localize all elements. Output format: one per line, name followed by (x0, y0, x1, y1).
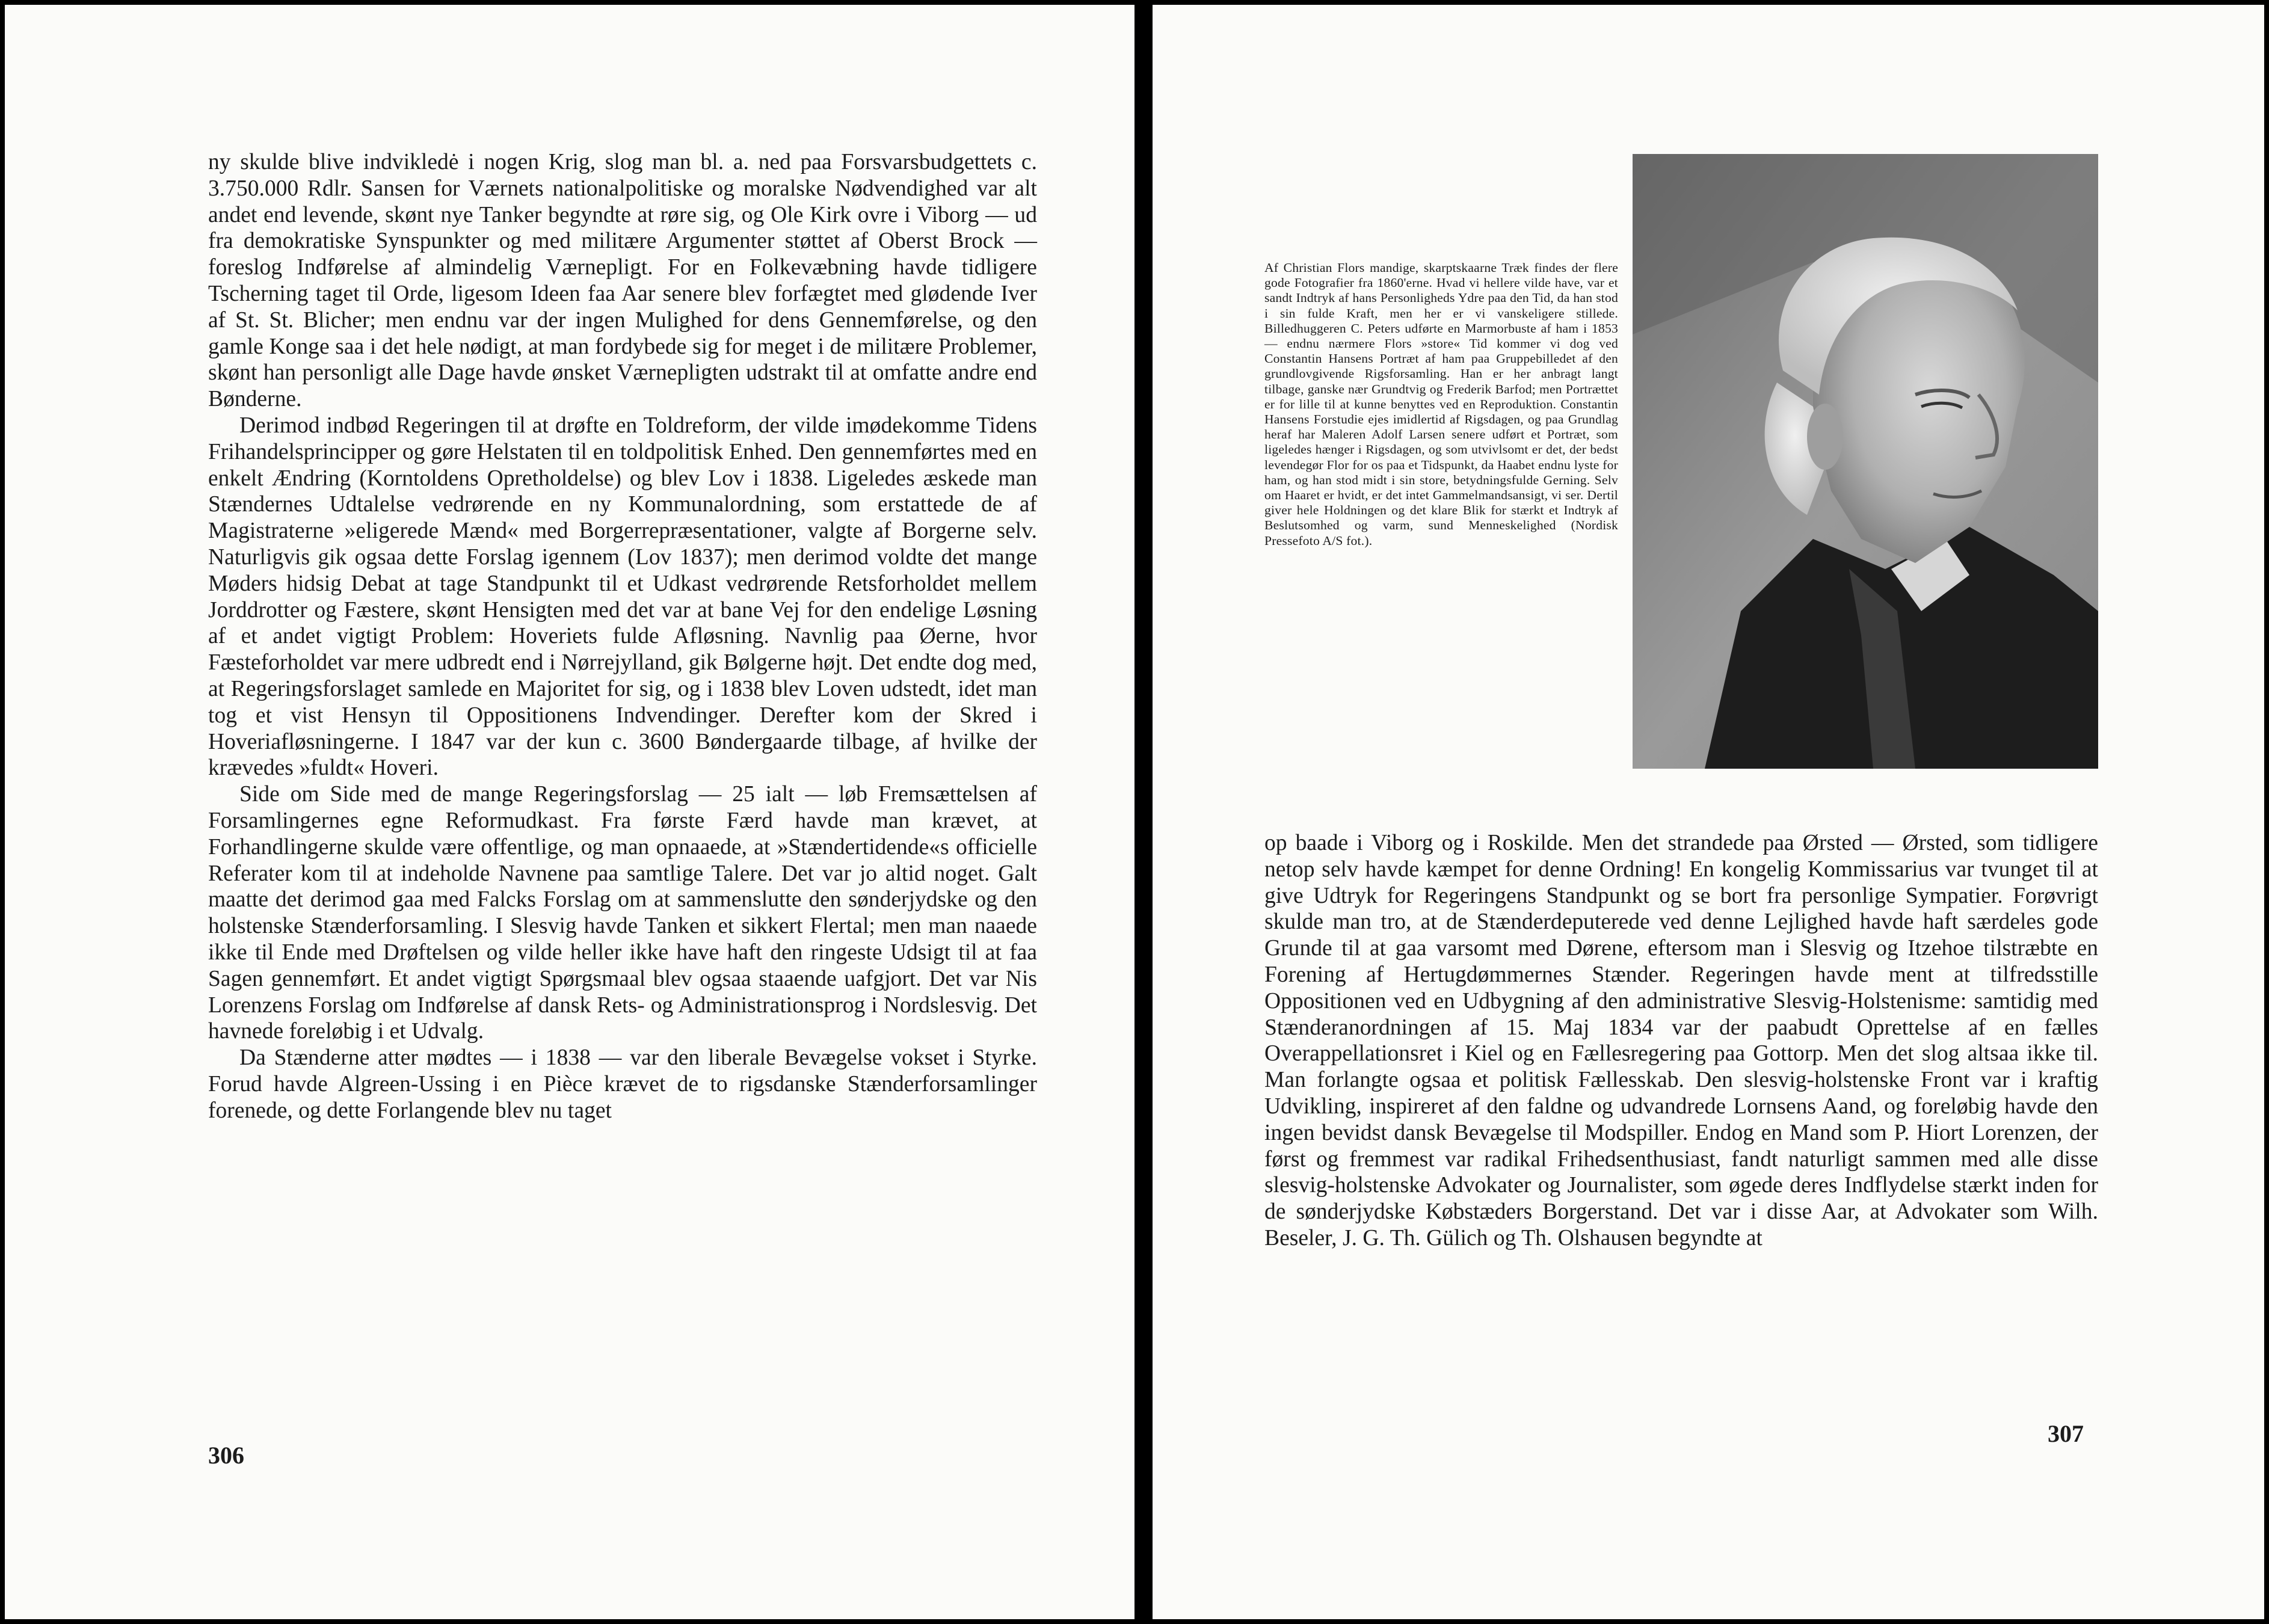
page-number: 306 (208, 1442, 244, 1469)
paragraph: ny skulde blive indvikledė i nogen Krig, slog man bl. a. ned paa Forsvarsbudgettets c. 3.750.000 Rdlr. Sansen for Værnets nationalpolitiske og moralske Nødvendighed var alt andet end levende, skønt nye Tanker begyndte at røre sig, og Ole Kirk ovre i Viborg — ud fra demokratiske Synspunkter og med militære Argumenter støttet af Oberst Brock — foreslog Indførelse af almindelig Værnepligt. For en Folkevæbning havde tidligere Tscherning taget til Orde, ligesom Ideen faa Aar senere blev forfægtet med glødende Iver af St. St. Blicher; men endnu var der ingen Mulighed for dens Gennemførelse, og den gamle Konge saa i det hele nødigt, at man fordybede sig for meget i de militære Problemer, skønt han personligt alle Dage havde ønsket Værnepligten udstrakt til at omfatte andre end Bønderne. (208, 150, 1037, 412)
left-page (5, 5, 1134, 1619)
right-page-body-text (1264, 830, 2098, 1252)
paragraph: Side om Side med de mange Regeringsforslag — 25 ialt — løb Fremsættelsen af Forsamlingernes egne Reformudkast. Fra første Færd havde man krævet, at Forhandlingerne skulde være offentlige, og man opnaaede, at »Stændertidende«s officielle Referater kom til at indeholde Navnene paa samtlige Talere. Det var jo altid noget. Galt maatte det derimod gaa med Falcks Forslag om at sammenslutte den sønderjydske og den holstenske Stænderforsamling. I Slesvig havde Tanken et sikkert Flertal; men man naaede ikke til Ende med Drøftelsen og vilde heller ikke have haft den ringeste Udsigt til at faa Sagen gennemført. Et andet vigtigt Spørgsmaal blev ogsaa staaende uafgjort. Det var Nis Lorenzens Forslag om Indførelse af dansk Rets- og Administrationsprog i Nordslesvig. Det havnede foreløbig i et Udvalg. (208, 782, 1037, 1044)
caption-text: Af Christian Flors mandige, skarptskaarne Træk findes der flere gode Fotografier fra 1860'erne. Hvad vi hellere vilde have, var et sandt Indtryk af hans Personligheds Ydre paa den Tid, da han stod i sin fulde Kraft, men her er vi vanskeligere stillede. Billedhuggeren C. Peters udførte en Marmorbuste af ham i 1853 — endnu nærmere Flors »store« Tid kommer vi dog ved Constantin Hansens Portræt af ham paa Gruppebilledet af den grundlovgivende Rigsforsamling. Han er her anbragt langt tilbage, ganske nær Grundtvig og Frederik Barfod; men Portrættet er for lille til at kunne benyttes ved en Reproduktion. Constantin Hansens Forstudie ejes imidlertid af Rigsdagen, og paa Grundlag heraf har Maleren Adolf Larsen senere udført et Portræt, som ligeledes hænger i Rigsdagen, og som utvivlsomt er det, der bedst levendegør Flor for os paa et Tidspunkt, da Haabet endnu lyste for ham, og han stod midt i sin store, betydningsfulde Gerning. Selv om Haaret er hvidt, er det intet Gammelmandsansigt, vi ser. Dertil giver hele Holdningen og det klare Blik for stærkt et Indtryk af Beslutsomhed og varm, sund Menneskelighed (Nordisk Pressefoto A/S fot.). (1264, 260, 1618, 548)
right-page (1153, 5, 2264, 1619)
paragraph: Da Stænderne atter mødtes — i 1838 — var den liberale Bevægelse vokset i Styrke. Forud havde Algreen-Ussing i en Pièce krævet de to rigsdanske Stænderforsamlinger forenede, og dette Forlangende blev nu taget (208, 1045, 1037, 1123)
portrait-illustration (1633, 154, 2098, 769)
page-number: 307 (2048, 1420, 2084, 1447)
portrait-image (1633, 154, 2098, 769)
paragraph: Derimod indbød Regeringen til at drøfte en Toldreform, der vilde imødekomme Tidens Frihandelsprincipper og gøre Helstaten til en toldpolitisk Enhed. Den gennemførtes med en enkelt Ændring (Korntoldens Opretholdelse) og blev Lov i 1838. Ligeledes æskede man Stændernes Udtalelse vedrørende en ny Kommunalordning, som erstattede de af Magistraterne »eligerede Mænd« med Borgerrepræsentationer, valgte af Borgerne selv. Naturligvis gik ogsaa dette Forslag igennem (Lov 1837); men derimod voldte det mange Møders hidsig Debat at tage Standpunkt til et Udkast vedrørende Retsforholdet mellem Jorddrotter og Fæstere, skønt Hensigten med det var at bane Vej for den endelige Løsning af et andet vigtigt Problem: Hoveriets fulde Afløsning. Navnlig paa Øerne, hvor Fæsteforholdet var mere udbredt end i Nørrejylland, gik Bølgerne højt. Det endte dog med, at Regeringsforslaget samlede en Majoritet for sig, og i 1838 blev Loven udstedt, idet man tog et vist Hensyn til Oppositionens Indvendinger. Derefter kom der Skred i Hoveriafløsningerne. I 1847 var der kun c. 3600 Bøndergaarde tilbage, af hvilke der krævedes »fuldt« Hoveri. (208, 413, 1037, 781)
left-page-body-text (208, 149, 1037, 1124)
paragraph: op baade i Viborg og i Roskilde. Men det strandede paa Ørsted — Ørsted, som tidligere netop selv havde kæmpet for denne Ordning! En kongelig Kommissarius var tvunget til at give Udtryk for Regeringens Standpunkt og se bort fra personlige Sympatier. Forøvrigt skulde man tro, at de Stænderdeputerede ved denne Lejlighed havde haft særdeles gode Grunde til at gaa varsomt med Dørene, eftersom man i Slesvig og Itzehoe tilstræbte en Forening af Hertugdømmernes Stænder. Regeringen havde ment at tilfredsstille Oppositionen ved en Udbygning af den administrative Slesvig-Holstenisme: samtidig med Stænderanordningen af 15. Maj 1834 var der paabudt Oprettelse af en fælles Overappellationsret i Kiel og en Fællesregering paa Gottorp. Men det slog altsaa ikke til. Man forlangte ogsaa et politisk Fællesskab. Den slesvig-holstenske Front var i kraftig Udvikling, inspireret af den faldne og udvandrede Lornsens Aand, og foreløbig havde den ingen bevidst dansk Bevægelse til Modspiller. Endog en Mand som P. Hiort Lorenzen, der først og fremmest var radikal Frihedsenthusiast, fandt naturligt sammen med alle disse slesvig-holstenske Advokater og Journalister, som øgede deres Indflydelse stærkt inden for de sønderjydske Købstæders Borgerstand. Det var i disse Aar, at Advokater som Wilh. Beseler, J. G. Th. Gülich og Th. Olshausen begyndte at (1264, 831, 2098, 1250)
portrait-caption (1264, 260, 1618, 549)
